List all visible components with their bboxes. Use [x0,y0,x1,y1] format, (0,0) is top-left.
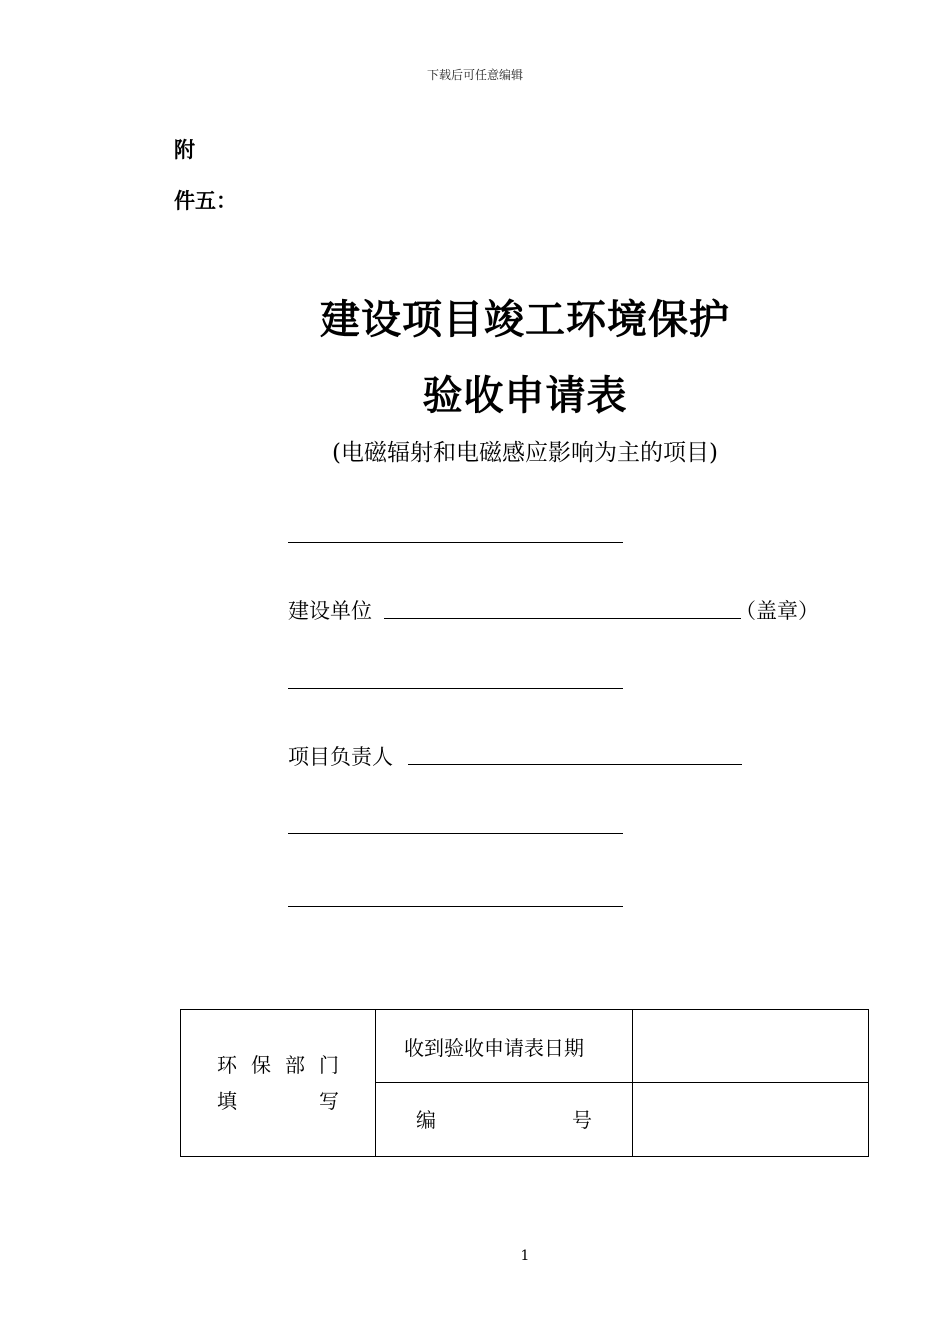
number-value-cell[interactable] [633,1083,869,1157]
document-subtitle: (电磁辐射和电磁感应影响为主的项目) [332,440,718,466]
receive-date-label-cell [376,1010,633,1083]
blank-line[interactable] [288,688,623,689]
seal-label: （盖章） [735,599,819,623]
project-leader-field[interactable] [408,764,742,765]
attachment-label-line2: 件五： [174,189,237,213]
blank-line[interactable] [288,906,623,907]
env-dept-form-table [180,1009,869,1157]
document-title-line1: 建设项目竣工环境保护 [320,297,730,343]
construction-unit-field[interactable] [384,618,741,619]
construction-unit-label: 建设单位 [288,599,372,623]
project-leader-label: 项目负责人 [288,745,393,769]
attachment-label-line1: 附 [174,138,195,162]
number-label-cell [376,1083,633,1157]
receive-date-value-cell[interactable] [633,1010,869,1083]
env-dept-label-row1: 环 保 部 门 [217,1053,339,1077]
blank-line[interactable] [288,833,623,834]
env-dept-fill-cell [181,1010,376,1157]
document-title-line2: 验收申请表 [422,373,628,419]
header-note: 下载后可任意编辑 [426,68,523,82]
number-label: 编 号 [416,1107,592,1132]
env-dept-label-row2: 填 写 [217,1089,339,1113]
page-number: 1 [520,1248,530,1264]
receive-date-label: 收到验收申请表日期 [404,1035,584,1060]
blank-line[interactable] [288,542,623,543]
